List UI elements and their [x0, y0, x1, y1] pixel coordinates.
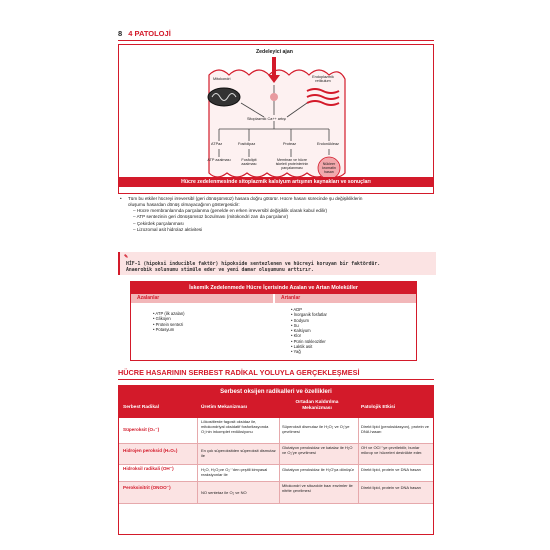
- ca-ion: [270, 93, 278, 101]
- column-divider: [273, 294, 275, 360]
- section-title: HÜCRE HASARININ SERBEST RADİKAL YOLUYLA GERÇEKLEŞMESİ: [118, 368, 360, 377]
- header-cell: Üretim Mekanizması: [201, 405, 248, 410]
- list-item: • Laktik asit: [291, 344, 313, 350]
- info-note: [118, 252, 436, 275]
- effect-cell: Direkt lipid, protein ve DNA hasarı: [361, 485, 422, 490]
- section-rule: [118, 379, 434, 380]
- increasing-list: [291, 307, 327, 355]
- col-divider: [279, 418, 280, 504]
- label-mitochondria: Mitokondri: [213, 77, 231, 81]
- table-row: [119, 465, 433, 482]
- decreasing-list: [153, 311, 185, 332]
- sub-item: – ATP sentezinin geri dönüşümsüz bozulması (mitokondri zarı da parçalanır): [133, 214, 289, 220]
- production-cell: Lökositlerde fagosit oksidaz ile, mitokondriyal oksidatif fosforilasyonda O₂'nin inkomplet redüksiyonu: [201, 419, 269, 434]
- label-protease: Proteaz: [283, 142, 297, 146]
- production-cell: NO sentetaz ile O₂ ve NO: [201, 490, 247, 495]
- mitochondria-shape: [208, 88, 240, 106]
- label-membrane-damage: Membran ve hücre iskeleti proteinlerinin parçalanması: [275, 158, 309, 171]
- label-phospholipase: Fosfolipaz: [238, 142, 256, 146]
- ischemic-table-title: İskemik Zedelenmede Hücre İçerisinde Azalan ve Artan Moleküller: [131, 282, 416, 294]
- label-phospholipid-loss: Fosfolipit azalması: [241, 158, 257, 167]
- bullet-line-1: Tüm bu etkiler hücreyi irreversibl (geri dönüşümsüz) hasara doğru götürür. Hücre hasarı sürecinde şu değişikliklerin: [128, 196, 363, 201]
- label-atp-loss: ATP azalması: [207, 158, 231, 162]
- header-cell: Serbest Radikal: [123, 405, 159, 410]
- list-item: • Klor: [291, 333, 302, 339]
- note-line-1: HİF-1 (hipoksi inducible faktör) hipokside sentezlenen ve hücreyi koruyan bir faktördür.: [126, 262, 381, 267]
- radical-table-header: [119, 398, 433, 418]
- list-item: • Pürin nükleozitler: [291, 338, 326, 344]
- label-nuclear-damage: Nükleer kromatin hasarı: [322, 162, 336, 175]
- label-cytosolic-ca: Sitoplazmik Ca++ artışı: [247, 117, 287, 121]
- radical-name: Hidrojen peroksid (H₂O₂): [123, 448, 178, 453]
- table-row: [119, 482, 433, 504]
- header-rule: [118, 40, 434, 41]
- note-line-2: Anaerobik solunumu stimüle eder ve yeni damar oluşumunu arttırır.: [126, 268, 314, 273]
- removal-cell: Süperoksit dismutaz ile H₂O₂ ve O₂'ye çevrilmesi: [282, 424, 350, 434]
- label-atpase: ATPaz: [211, 142, 223, 146]
- col-divider: [197, 418, 198, 504]
- removal-cell: Mitokondri ve sitozolde bazı enzimler ile nitrite çevrilmesi: [282, 483, 353, 493]
- chapter-title: 4 PATOLOJİ: [128, 29, 171, 38]
- list-item: • Sodyum: [291, 317, 309, 323]
- page-number: 8: [118, 29, 123, 38]
- col-divider: [358, 418, 359, 504]
- list-item: • ADP: [291, 307, 303, 312]
- sub-item: – Lizozomal asit hidrolaz aktivitesi: [133, 227, 203, 233]
- header-cell: Ortadan Kaldırılma Mekanizması: [295, 400, 339, 411]
- removal-cell: Glutatyon peroksidaz ve katalaz ile H₂O ve O₂'ye çevrilmesi: [282, 445, 353, 455]
- list-item: • Kalsiyum: [291, 328, 311, 334]
- effect-cell: OH ve OCl⁻'ye çevrilebilir, bunlar mikrop ve hücreleri destrükte eder.: [361, 445, 423, 455]
- effect-cell: Direkt lipid, protein ve DNA hasarı: [361, 467, 422, 472]
- bullet-paragraph: [120, 196, 430, 208]
- pencil-icon: ✎: [124, 254, 129, 260]
- list-item: • Glikojen: [153, 316, 171, 322]
- decreasing-header: Azalanlar: [131, 294, 273, 303]
- cell-injury-figure: [118, 44, 434, 194]
- increasing-header: Artanlar: [275, 294, 416, 303]
- list-item: • Protein sentezi: [153, 321, 184, 327]
- radical-name: Peroksinitrit (ONOO⁻): [123, 485, 171, 490]
- page-header: [118, 29, 434, 41]
- ischemic-molecules-table: [130, 281, 417, 361]
- bullet-sublist: [133, 208, 433, 234]
- list-item: • İnorganik fosfatlar: [291, 312, 327, 318]
- figure-title: Zedeleyici ajan: [256, 49, 293, 55]
- sub-item: – Hücre membranlarında parçalanma (genelde en erken irreversibl değişiklik olarak kabul edilir): [133, 208, 328, 213]
- radical-name: Hidroksil radikali (OH⁻): [123, 466, 174, 471]
- removal-cell: Glutatyon peroksidaz ile H₂O'ya dönüşür: [282, 467, 354, 472]
- label-er: Endoplazmik retikulum: [312, 75, 334, 84]
- label-endonuclease: Endonükleaz: [317, 142, 339, 146]
- list-item: • Potasyum: [153, 326, 175, 332]
- radical-name: Süperoksit (O₂⁻): [123, 427, 160, 432]
- effect-cell: Direkt lipid (peroksidasyon), protein ve DNA hasarı: [361, 424, 430, 434]
- free-radical-table: [118, 385, 434, 535]
- header-cell: Patolojik Etkisi: [361, 405, 396, 410]
- bullet-marker: •: [120, 196, 122, 201]
- production-cell: H₂O, H₂O₂ve O₂⁻'den çeşitli kimyasal reaksiyonlar ile: [201, 467, 268, 477]
- radical-table-title: Serbest oksijen radikalleri ve özellikleri: [119, 386, 433, 398]
- figure-caption: Hücre zedelenmesinde sitoplazmik kalsiyum artışının kaynakları ve sonuçları: [118, 177, 434, 187]
- list-item: • ATP (ilk azalan): [153, 311, 185, 316]
- table-row: [119, 444, 433, 465]
- production-cell: En çok süperoksitden süperoksit dismutaz ile: [201, 448, 276, 458]
- bullet-line-2: oluşumu hasardan dönüş olmayacağının göstergesidir:: [128, 202, 240, 208]
- sub-item: – Çekirdek parçalanması: [133, 220, 184, 226]
- list-item: • Yağ: [291, 349, 301, 355]
- table-row: [119, 418, 433, 444]
- list-item: • Su: [291, 322, 299, 328]
